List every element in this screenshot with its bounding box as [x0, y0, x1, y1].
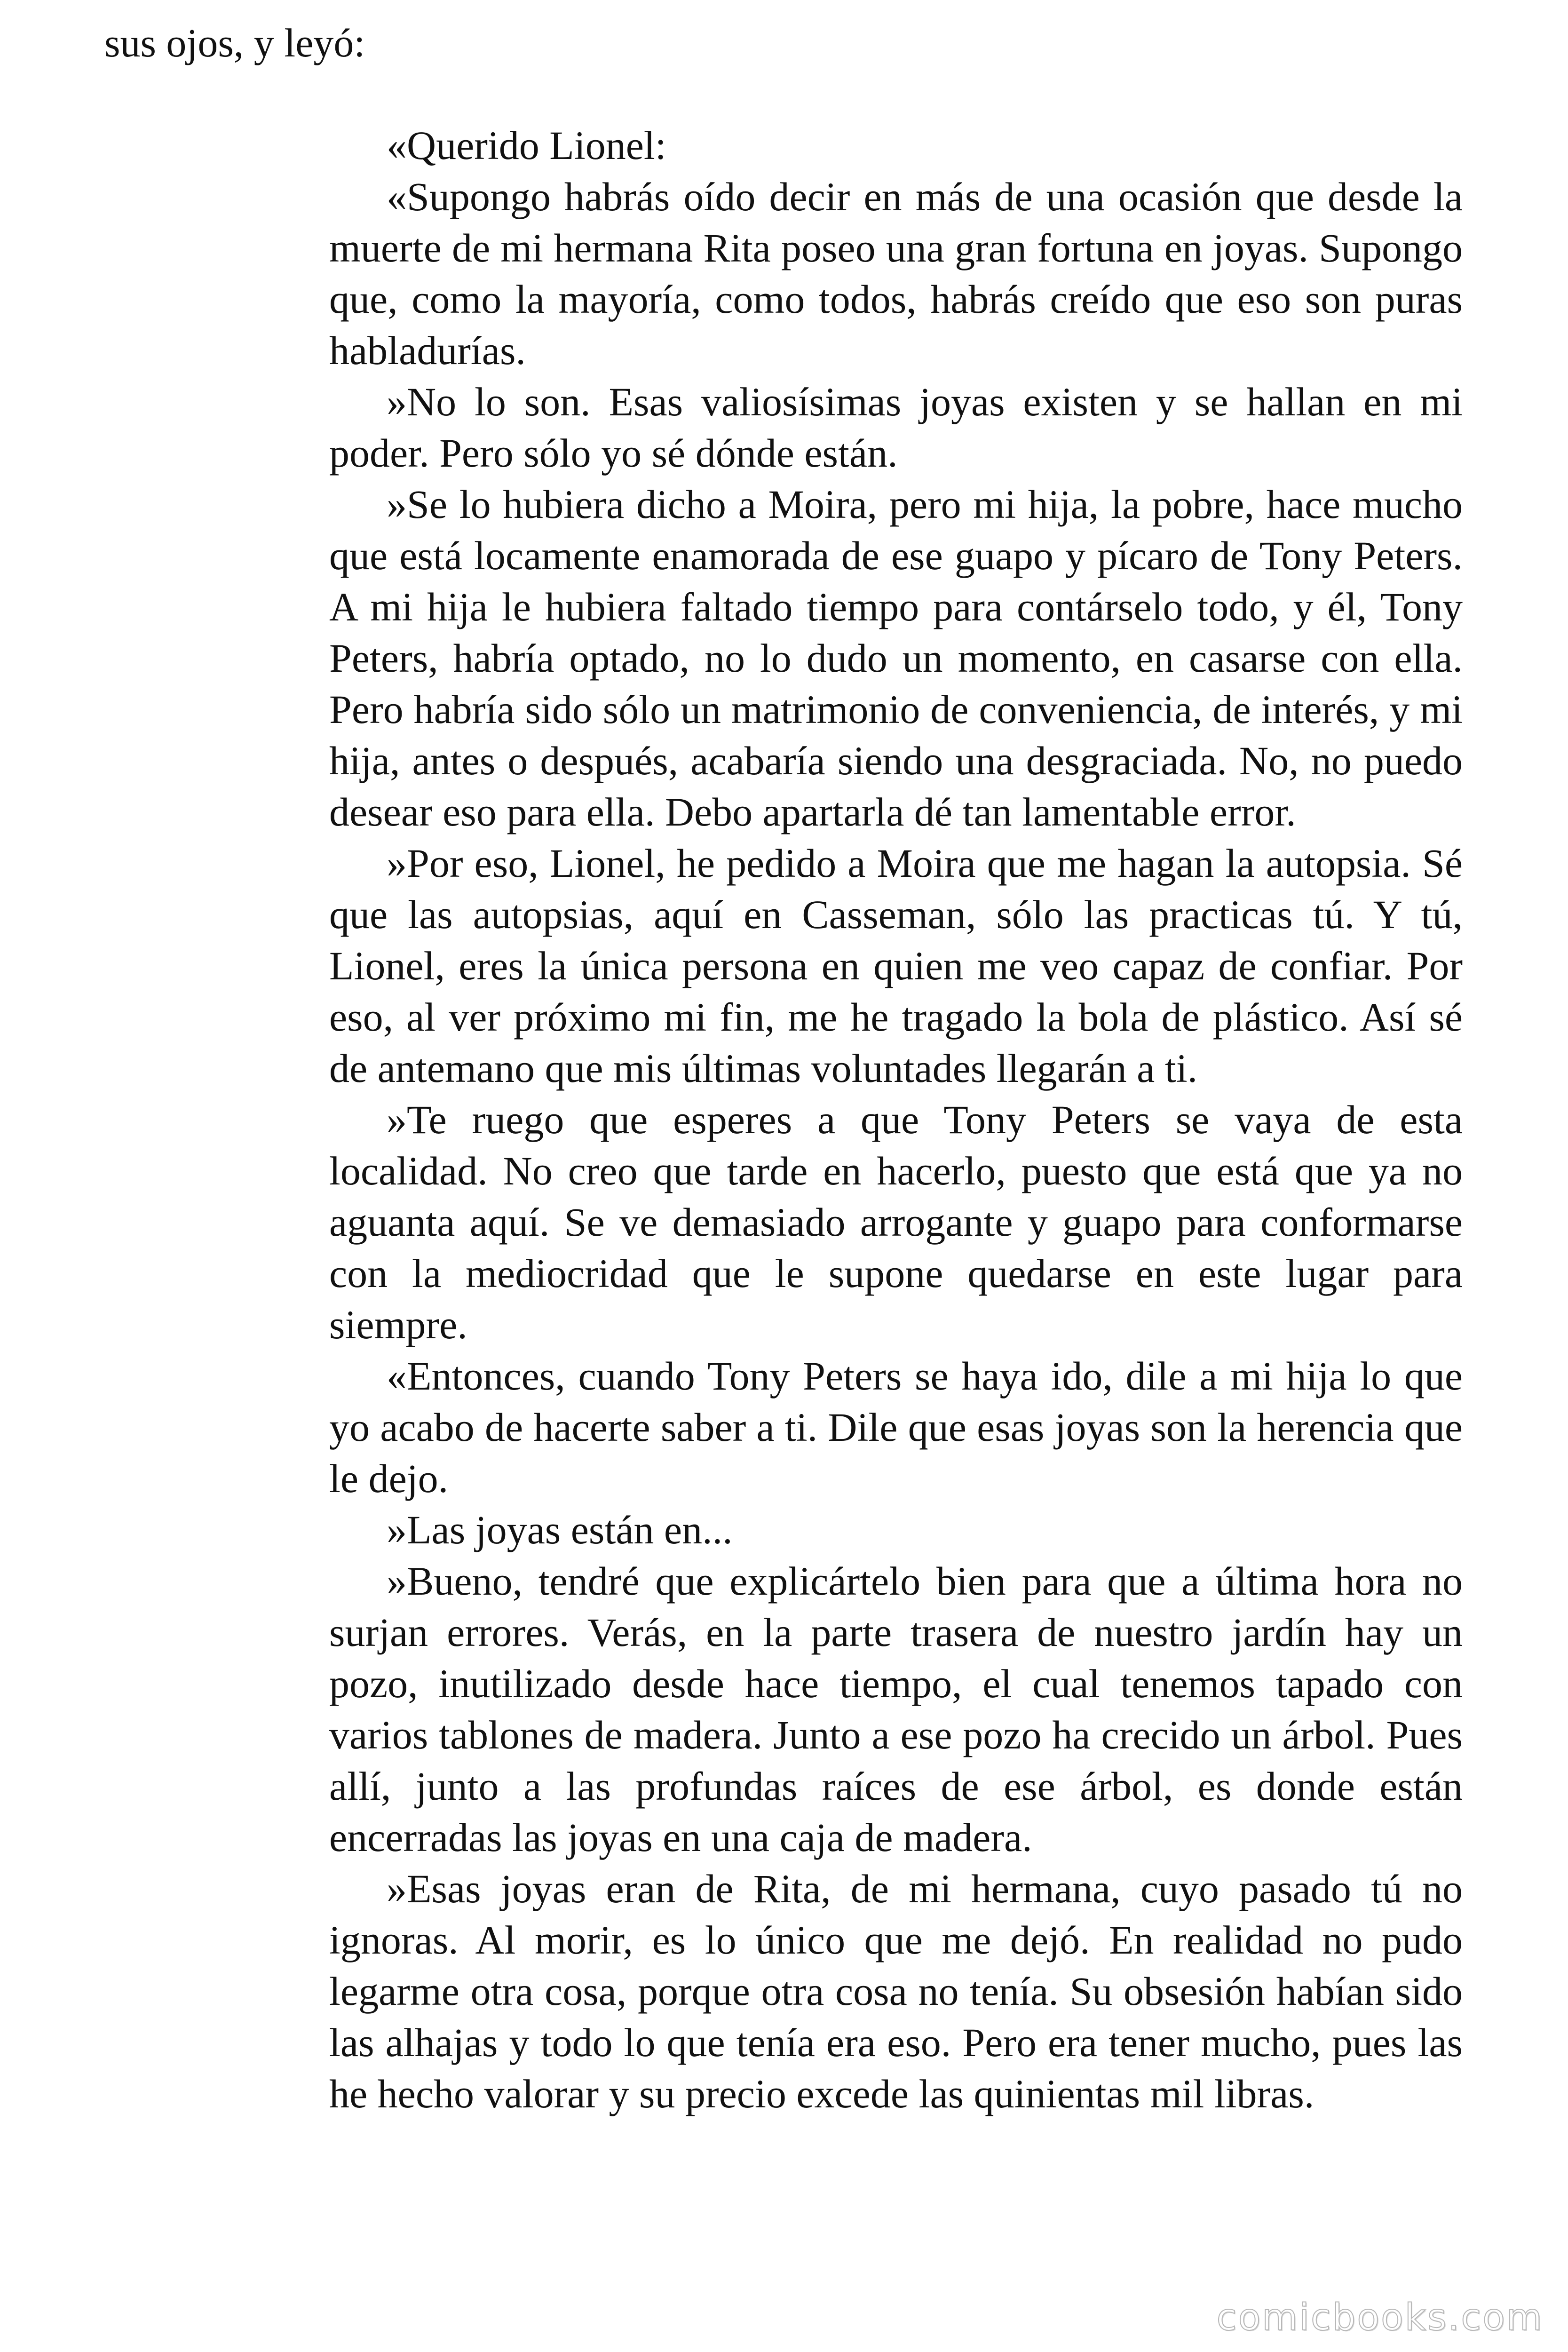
letter-paragraph: «Supongo habrás oído decir en más de una ocasión que desde la muerte de mi hermana Rita poseo una gran fortuna en joyas. Supongo que, como la mayoría, como todos, habrás creído que eso son puras habladurías.: [329, 174, 1463, 373]
letter-paragraph: «Entonces, cuando Tony Peters se haya ido, dile a mi hija lo que yo acabo de hacerte saber a ti. Dile que esas joyas son la herencia que le dejo.: [329, 1353, 1463, 1501]
letter-paragraph: »Las joyas están en...: [387, 1507, 733, 1552]
letter-paragraph: «Querido Lionel:: [387, 123, 666, 168]
lead-line: sus ojos, y leyó:: [104, 20, 365, 65]
letter-paragraph: »Esas joyas eran de Rita, de mi hermana, cuyo pasado tú no ignoras. Al morir, es lo único que me dejó. En realidad no pudo legarme otra cosa, porque otra cosa no tenía. Su obsesión habían sido las alhajas y todo lo que tenía era eso. Pero era tener mucho, pues las he hecho valorar y su precio excede las quinientas mil libras.: [329, 1866, 1463, 2116]
letter-paragraph: »No lo son. Esas valiosísimas joyas existen y se hallan en mi poder. Pero sólo yo sé dónde están.: [329, 379, 1463, 476]
letter-paragraph: »Bueno, tendré que explicártelo bien para que a última hora no surjan errores. Verás, en la parte trasera de nuestro jardín hay un pozo, inutilizado desde hace tiempo, el cual tenemos tapado con varios tablones de madera. Junto a ese pozo ha crecido un árbol. Pues allí, junto a las profundas raíces de ese árbol, es donde están encerradas las joyas en una caja de madera.: [329, 1558, 1463, 1860]
letter-paragraph: »Te ruego que esperes a que Tony Peters se vaya de esta localidad. No creo que tarde en hacerlo, puesto que está que ya no aguanta aquí. Se ve demasiado arrogante y guapo para conformarse con la mediocridad que le supone quedarse en este lugar para siempre.: [329, 1097, 1463, 1347]
letter-body: [329, 120, 1463, 2120]
letter-paragraph: »Por eso, Lionel, he pedido a Moira que me hagan la autopsia. Sé que las autopsias, aquí en Casseman, sólo las practicas tú. Y tú, Lionel, eres la única persona en quien me veo capaz de confiar. Por eso, al ver próximo mi fin, me he tragado la bola de plástico. Así sé de antemano que mis últimas voluntades llegarán a ti.: [329, 841, 1463, 1091]
letter-paragraph: »Se lo hubiera dicho a Moira, pero mi hija, la pobre, hace mucho que está locamente enamorada de ese guapo y pícaro de Tony Peters. A mi hija le hubiera faltado tiempo para contárselo todo, y él, Tony Peters, habría optado, no lo dudo un momento, en casarse con ella. Pero habría sido sólo un matrimonio de conveniencia, de interés, y mi hija, antes o después, acabaría siendo una desgraciada. No, no puedo desear eso para ella. Debo apartarla dé tan lamentable error.: [329, 482, 1463, 834]
site-watermark: comicbooks.com: [1216, 2296, 1544, 2339]
